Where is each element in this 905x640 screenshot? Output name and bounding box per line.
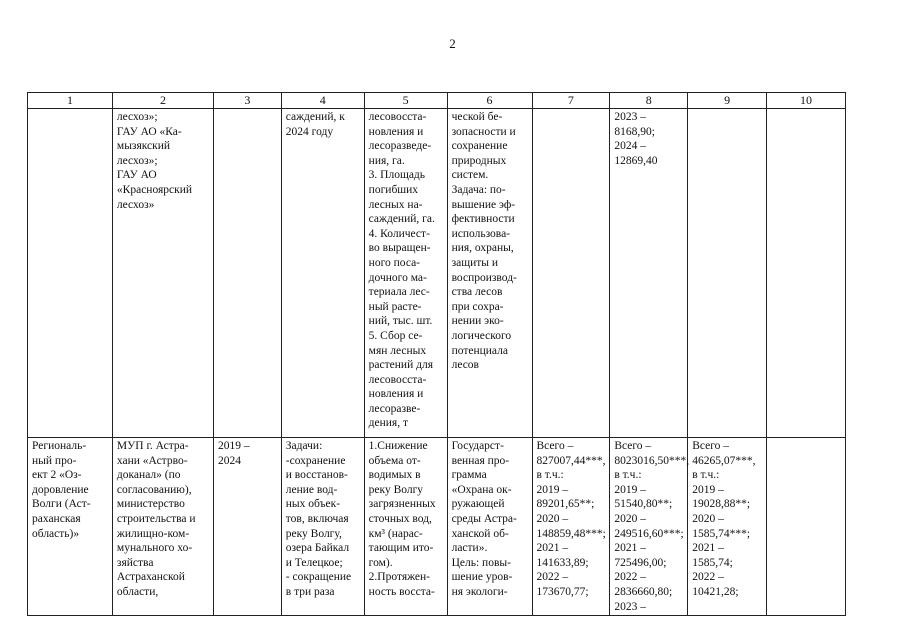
- cell-funding-7: Всего – 827007,44***, в т.ч.: 2019 – 89201,65**; 2020 – 148859,48***; 2021 – 141633,89; 2022 – 173670,77;: [532, 438, 610, 616]
- cell-period: 2019 – 2024: [214, 438, 282, 616]
- cell-project: [28, 109, 113, 438]
- cell-executors: лесхоз»; ГАУ АО «Ка- мызякский лесхоз»; ГАУ АО «Красноярский лесхоз»: [112, 109, 213, 438]
- col-header-1: 1: [28, 93, 113, 109]
- col-header-3: 3: [214, 93, 282, 109]
- col-header-6: 6: [447, 93, 532, 109]
- cell-project: Региональ- ный про- ект 2 «Оз- доровление Волги (Аст- раханская область)»: [28, 438, 113, 616]
- cell-funding-9: Всего – 46265,07***, в т.ч.: 2019 – 19028,88**; 2020 – 1585,74***; 2021 – 1585,74; 2022 – 10421,28;: [688, 438, 767, 616]
- cell-period: [214, 109, 282, 438]
- col-header-9: 9: [688, 93, 767, 109]
- cell-col-10: [767, 438, 846, 616]
- cell-col-10: [767, 109, 846, 438]
- table-row: [28, 109, 846, 438]
- program-table: [27, 92, 846, 616]
- col-header-2: 2: [112, 93, 213, 109]
- cell-indicators: лесовосста- новления и лесоразведе- ния, га. 3. Площадь погибших лесных на- саждений, га. 4. Количест- во выращен- ного поса- дочного ма- териала лес- ный расте- ний, тыс. шт. 5. Сбор се- мян лесных растений для лесовосста- новления и лесоразве- дения, т: [364, 109, 447, 438]
- col-header-4: 4: [281, 93, 364, 109]
- col-header-8: 8: [610, 93, 688, 109]
- cell-funding-7: [532, 109, 610, 438]
- col-header-10: 10: [767, 93, 846, 109]
- header-row: [28, 93, 846, 109]
- cell-goals: саждений, к 2024 году: [281, 109, 364, 438]
- col-header-5: 5: [364, 93, 447, 109]
- cell-indicators: 1.Снижение объема от- водимых в реку Волгу загрязненных сточных вод, км³ (нарас- тающим ито- гом). 2.Протяжен- ность восста-: [364, 438, 447, 616]
- col-header-7: 7: [532, 93, 610, 109]
- page-number: 2: [449, 36, 456, 51]
- cell-program: Государст- венная про- грамма «Охрана ок- ружающей среды Астра- ханской об- ласти». Цель: повы- шение уров- ня экологи-: [447, 438, 532, 616]
- cell-funding-9: [688, 109, 767, 438]
- table-row: [28, 438, 846, 616]
- cell-executors: МУП г. Астра- хани «Астрво- доканал» (по согласованию), министерство строительства и жилищно-ком- мунального хо- зяйства Астраханской области,: [112, 438, 213, 616]
- cell-funding-8: 2023 – 8168,90; 2024 – 12869,40: [610, 109, 688, 438]
- cell-goals: Задачи: -сохранение и восстанов- ление вод- ных объек- тов, включая реку Волгу, озера Байкал и Телецкое; - сокращение в три раза: [281, 438, 364, 616]
- cell-program: ческой бе- зопасности и сохранение природных систем. Задача: по- вышение эф- фективности использова- ния, охраны, защиты и воспроизвод- ства лесов при сохра- нении эко- логического потенциала лесов: [447, 109, 532, 438]
- cell-funding-8: Всего – 8023016,50***, в т.ч.: 2019 – 51540,80**; 2020 – 249516,60***; 2021 – 725496,00; 2022 – 2836660,80; 2023 –: [610, 438, 688, 616]
